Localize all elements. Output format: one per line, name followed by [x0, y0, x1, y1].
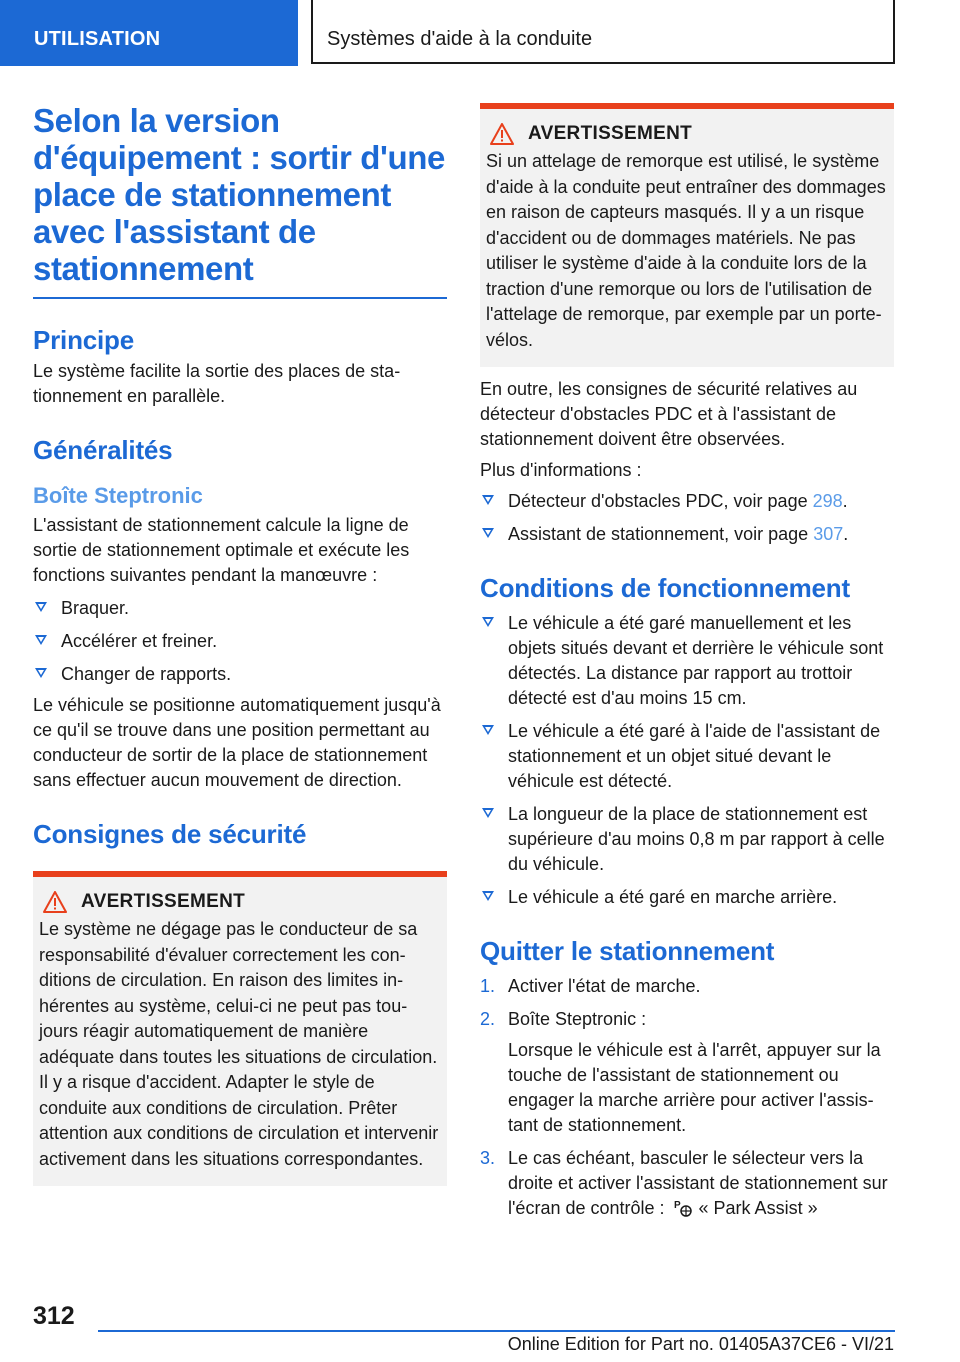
step-sub-text: Lorsque le véhicule est à l'arrêt, appuyer sur la touche de l'assistant de stationnement ou engager la marche arrière pour activer l'assistant de stationnement.: [508, 1040, 881, 1135]
warning-triangle-icon: [43, 891, 67, 913]
list-item: 2. Boîte Steptronic : Lorsque le véhicule est à l'arrêt, appuyer sur la touche de l'assistant de stationnement ou engager la marche arrière pour activer l'assistant de stationnement.: [480, 1007, 894, 1138]
steptronic-list: [33, 596, 447, 687]
heading-steptronic: Boîte Steptronic: [33, 483, 203, 508]
reference-list: [480, 489, 894, 547]
warning-text: Si un attelage de remorque est utilisé, le système d'aide à la conduite peut entraîner des dommages en raison de capteurs masqués. Il y a un risque d'accident ou de dommages matériels. Ne pas utiliser le système d'aide à la conduite lors de la traction d'une remorque ou lors de l'utilisation de l'attelage de remorque, par exemple par un porte-vélos.: [486, 151, 886, 350]
warning-box: [33, 871, 447, 1186]
triangle-bullet-icon: [35, 602, 47, 612]
section-label: UTILISATION: [34, 28, 161, 50]
triangle-bullet-icon: [35, 668, 47, 678]
page-link-298[interactable]: 298: [812, 491, 843, 511]
warning-title: AVERTISSEMENT: [81, 891, 246, 912]
list-item: Détecteur d'obstacles PDC, voir page 298.: [480, 489, 894, 514]
warning-triangle-icon: [490, 123, 514, 145]
right-column: [480, 103, 894, 1221]
list-item: Le véhicule a été garé manuellement et les objets situés devant et derrière le véhicule sont détectés. La distance par rapport au trottoir détecté est d'au moins 15 cm.: [480, 611, 894, 711]
triangle-bullet-icon: [482, 528, 494, 538]
warning-box: [480, 103, 894, 367]
svg-text:P: P: [673, 1200, 681, 1211]
triangle-bullet-icon: [482, 891, 494, 901]
triangle-bullet-icon: [35, 635, 47, 645]
list-item: La longueur de la place de stationnement est supérieure d'au moins 0,8 m par rapport à celle du véhicule.: [480, 802, 894, 877]
list-item: Assistant de stationnement, voir page 307.: [480, 522, 894, 547]
position-text: Le véhicule se positionne automatiquement jusqu'à ce qu'il se trouve dans une position permettant au conducteur de sortir de la place de stationnement sans effectuer aucun mouvement de direction.: [33, 695, 441, 790]
page-link-307[interactable]: 307: [813, 524, 844, 544]
extra-safety-text: En outre, les consignes de sécurité relatives au détecteur d'obstacles PDC et à l'assistant de stationnement doivent être observées.: [480, 379, 858, 449]
warning-title: AVERTISSEMENT: [528, 123, 693, 144]
chapter-label: Systèmes d'aide à la conduite: [327, 28, 593, 50]
triangle-bullet-icon: [482, 725, 494, 735]
footer-divider: [98, 1330, 895, 1332]
list-item: Changer de rapports.: [33, 662, 447, 687]
steps-list: [480, 974, 894, 1221]
heading-conditions: Conditions de fonctionnement: [480, 573, 850, 603]
principe-text: Le système facilite la sortie des places de stationnement en parallèle.: [33, 361, 401, 406]
list-item: Le véhicule a été garé en marche arrière.: [480, 885, 894, 910]
list-item: Accélérer et freiner.: [33, 629, 447, 654]
heading-generalites: Généralités: [33, 435, 173, 465]
chapter-tab: [311, 0, 895, 64]
list-item: Braquer.: [33, 596, 447, 621]
warning-text: Le système ne dégage pas le conducteur de sa responsabilité d'évaluer correctement les conditions de circulation. En raison des limites inhérentes au système, celui-ci ne peut pas toujours réagir automatiquement de manière adéquate dans toutes les situations de circulation. Il y a risque d'accident. Adapter le style de conduite aux conditions de circulation. Prêter attention aux conditions de circulation et intervenir activement dans les situations correspondantes.: [39, 919, 439, 1169]
left-column: [33, 100, 447, 1186]
conditions-list: [480, 611, 894, 910]
list-item: 1. Activer l'état de marche.: [480, 976, 701, 996]
page-title: Selon la version d'équipement : sortir d'une place de stationnement avec l'assistant de stationnement: [33, 102, 445, 287]
steptronic-text: L'assistant de stationnement calcule la ligne de sortie de stationnement optimale et exécute les fonctions suivantes pendant la manœuvre :: [33, 515, 410, 585]
more-info-label: Plus d'informations :: [480, 460, 642, 480]
triangle-bullet-icon: [482, 617, 494, 627]
park-assist-icon: [673, 1199, 693, 1217]
list-item: 3. Le cas échéant, basculer le sélecteur vers la droite et activer l'assistant de stationnement sur l'écran de contrôle : P « Park Assist »: [480, 1148, 888, 1218]
heading-consignes: Consignes de sécurité: [33, 819, 307, 849]
footer-edition: Online Edition for Part no. 01405A37CE6 - VI/21: [507, 1334, 894, 1354]
heading-principe: Principe: [33, 325, 134, 355]
triangle-bullet-icon: [482, 808, 494, 818]
section-tab: [0, 0, 298, 66]
list-item: Le véhicule a été garé à l'aide de l'assistant de stationnement et un objet situé devant le véhicule est détecté.: [480, 719, 894, 794]
heading-quitter: Quitter le stationnement: [480, 936, 775, 966]
triangle-bullet-icon: [482, 495, 494, 505]
page-number: 312: [33, 1302, 75, 1330]
